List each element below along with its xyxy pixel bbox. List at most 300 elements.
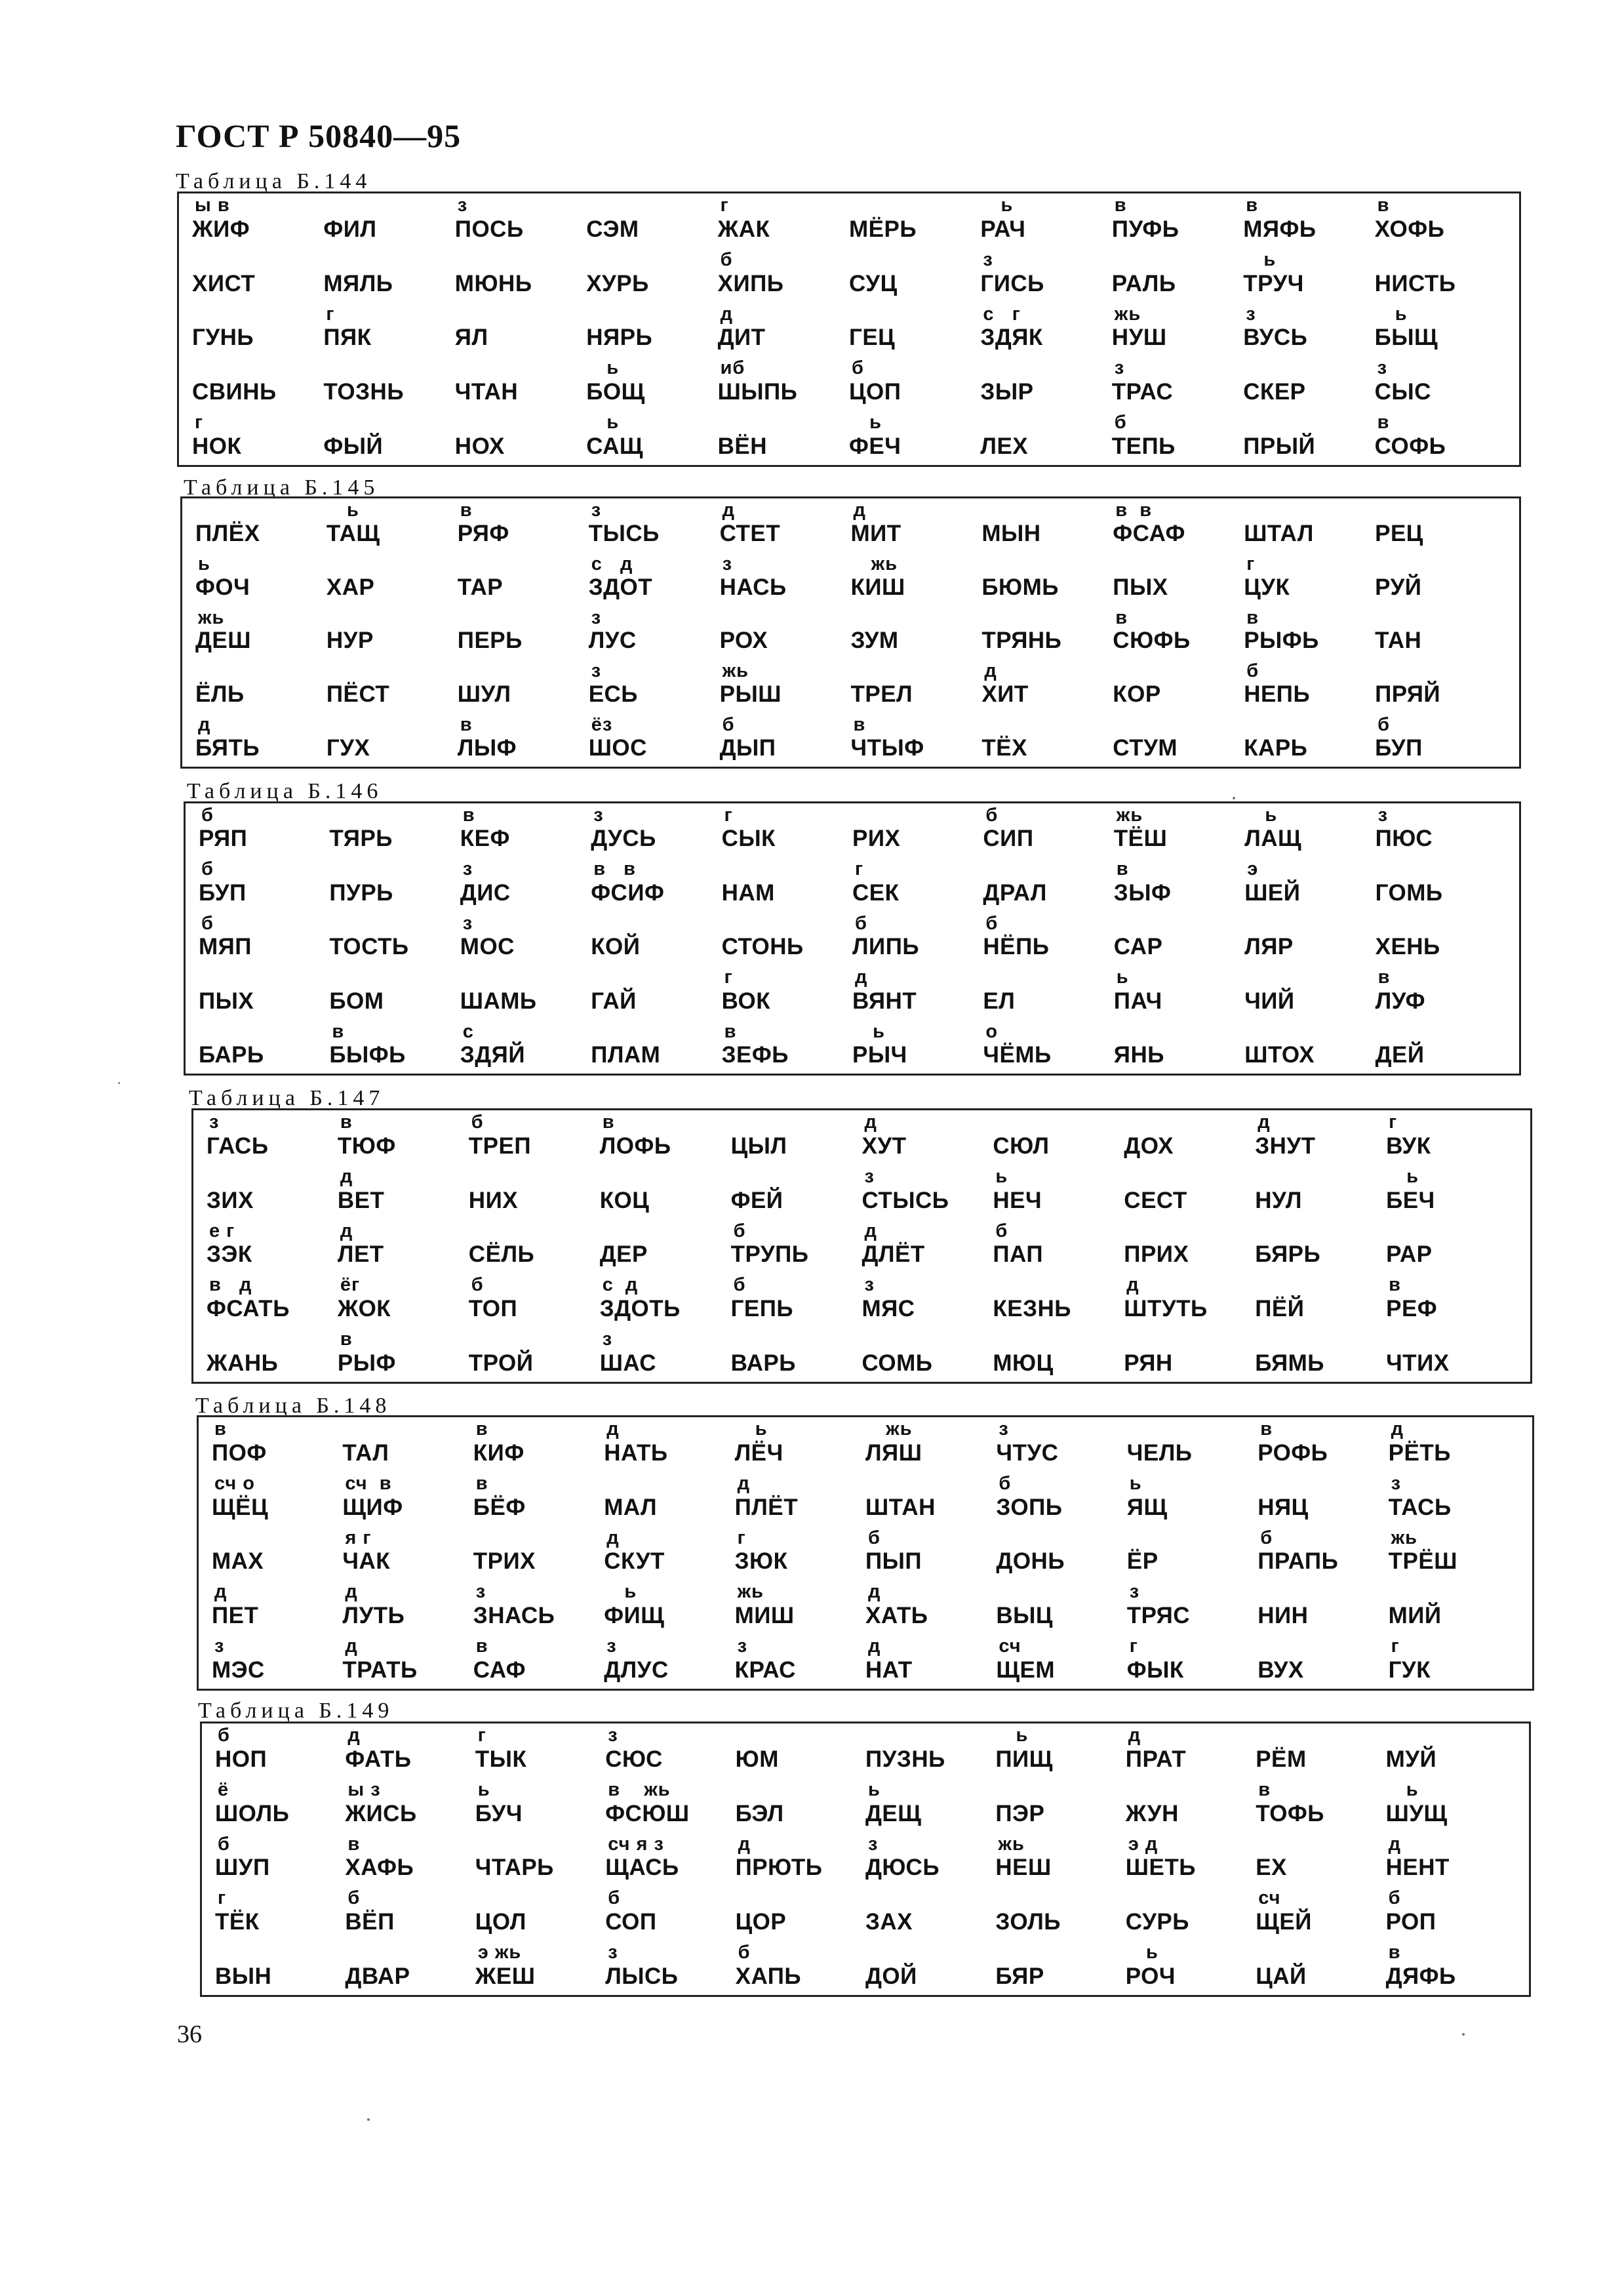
syllable-word: ФЫК: [1126, 1657, 1184, 1683]
table-caption: Таблица Б.149: [198, 1699, 394, 1723]
syllable-word: ДЕР: [599, 1241, 648, 1268]
syllable-word: ГУХ: [326, 735, 370, 761]
table-cell: [586, 193, 717, 248]
phonetic-mark: г: [195, 412, 204, 433]
phonetic-mark: сч о: [214, 1472, 255, 1494]
syllable-word: СОФЬ: [1374, 433, 1446, 459]
table-cell: [1243, 302, 1374, 357]
table-cell: [600, 1110, 731, 1165]
syllable-word: БУП: [1375, 735, 1423, 761]
phonetic-mark: в: [1377, 412, 1390, 433]
syllable-word: ПУЗНЬ: [865, 1746, 945, 1772]
table-cell: [1112, 411, 1243, 465]
table-cell: [980, 302, 1111, 357]
syllable-word: ШЕЙ: [1244, 879, 1301, 906]
syllable-word: ХЕНЬ: [1375, 934, 1440, 960]
table-cell: [993, 1110, 1124, 1165]
phonetic-mark: з: [864, 1165, 875, 1187]
phonetic-mark: в: [1389, 1274, 1401, 1296]
phonetic-mark: г: [1129, 1636, 1138, 1657]
syllable-word: СТЕТ: [719, 520, 781, 546]
syllable-word: МЯП: [199, 934, 252, 960]
table-cell: [1375, 193, 1506, 248]
syllable-word: МЯЛЬ: [323, 270, 393, 296]
phonetic-mark: с д: [602, 1274, 639, 1296]
syllable-word: ПРЫЙ: [1243, 433, 1316, 459]
table-cell: [865, 1526, 996, 1581]
syllable-word: МЯС: [862, 1296, 915, 1322]
syllable-word: ДЕШ: [195, 628, 251, 654]
syllable-word: ПАЧ: [1113, 988, 1162, 1014]
table-cell: [865, 1723, 995, 1778]
phonetic-mark: б: [201, 858, 214, 880]
phonetic-mark: ь: [1128, 1942, 1159, 1964]
table-cell: [1255, 1273, 1386, 1327]
phonetic-mark: з: [602, 1329, 613, 1350]
syllable-word: БЭЛ: [735, 1800, 784, 1826]
syllable-word: СОП: [605, 1909, 657, 1935]
syllable-word: НОХ: [454, 433, 505, 459]
phonetic-mark: з: [591, 607, 602, 628]
table-cell: [995, 1941, 1125, 1995]
table-cell: [1244, 803, 1375, 857]
table-cell: [981, 498, 1113, 552]
table-cell: [1386, 1219, 1517, 1274]
syllable-word: ШУЛ: [457, 681, 511, 708]
phonetic-mark: з: [1246, 303, 1256, 325]
table-cell: [469, 1110, 600, 1165]
syllable-word: СЮФЬ: [1113, 628, 1191, 654]
table-cell: [327, 552, 458, 606]
phonetic-mark: ё: [218, 1779, 229, 1800]
syllable-word: КРАС: [734, 1657, 796, 1683]
syllable-word: ПАП: [993, 1241, 1044, 1268]
phonetic-mark: д: [864, 1220, 877, 1241]
phonetic-mark: в: [1115, 607, 1128, 628]
phonetic-mark: жь: [722, 660, 749, 682]
phonetic-mark: ы з: [347, 1779, 381, 1800]
syllable-word: ПЛЁХ: [195, 520, 260, 546]
syllable-word: ЗНУТ: [1255, 1133, 1316, 1159]
phonetic-mark: ь: [198, 553, 210, 574]
syllable-word: ЗЕФЬ: [721, 1042, 789, 1068]
table-cell: [722, 803, 852, 857]
phonetic-mark: г: [218, 1887, 227, 1909]
syllable-word: ПЛЁТ: [734, 1494, 799, 1520]
syllable-word: КИШ: [850, 574, 905, 600]
syllable-word: СЫК: [721, 826, 776, 852]
phonetic-mark: г: [477, 1725, 486, 1746]
table-cell: [1258, 1417, 1388, 1472]
phonetic-mark: ь: [998, 1725, 1029, 1746]
syllable-word: ЧТАРЬ: [475, 1855, 554, 1881]
table-cell: [722, 857, 852, 911]
table-cell: [455, 248, 586, 302]
phonetic-mark: з: [591, 500, 602, 521]
table-cell: [850, 659, 981, 713]
syllable-word: СИП: [983, 826, 1034, 852]
syllable-word: БЫФЬ: [329, 1042, 406, 1068]
syllable-word: ХАТЬ: [865, 1603, 928, 1629]
phonetic-mark: сч: [999, 1636, 1021, 1657]
table-cell: [589, 552, 720, 606]
table-cell: [720, 498, 851, 552]
phonetic-mark: з: [999, 1419, 1009, 1440]
syllable-word: ТОЗНЬ: [323, 379, 404, 405]
table-cell: [736, 1941, 865, 1995]
table-cell: [458, 498, 589, 552]
syllable-word: ПИЩ: [995, 1746, 1053, 1772]
table-cell: [1389, 1580, 1519, 1634]
syllable-word: ЛУТЬ: [342, 1603, 405, 1629]
table-cell: [345, 1778, 475, 1832]
table-cell: [455, 411, 586, 465]
syllable-word: СЁЛЬ: [468, 1241, 535, 1268]
table-cell: [1127, 1580, 1258, 1634]
syllable-word: НЕНТ: [1385, 1855, 1450, 1881]
phonetic-mark: ь: [867, 1779, 881, 1800]
table-cell: [1243, 411, 1374, 465]
syllable-table: [177, 191, 1521, 467]
phonetic-mark: в: [1388, 1942, 1401, 1964]
table-cell: [604, 1472, 734, 1526]
table-cell: [586, 356, 717, 411]
phonetic-mark: з: [608, 1942, 618, 1964]
table-cell: [720, 713, 851, 767]
syllable-word: КОЙ: [591, 934, 641, 960]
syllable-word: ДИС: [460, 879, 511, 906]
syllable-word: БЁФ: [473, 1494, 526, 1520]
table-cell: [1243, 193, 1374, 248]
phonetic-mark: д: [854, 967, 868, 988]
table-cell: [983, 912, 1113, 965]
phonetic-mark: д: [720, 303, 734, 325]
table-cell: [720, 659, 851, 713]
table-cell: [1112, 193, 1243, 248]
table-cell: [981, 659, 1113, 713]
phonetic-mark: з: [864, 1274, 875, 1296]
phonetic-mark: ь: [854, 1020, 885, 1042]
phonetic-mark: ь: [1246, 249, 1277, 270]
syllable-word: ТОФЬ: [1256, 1800, 1324, 1826]
table-cell: [731, 1273, 862, 1327]
table-cell: [852, 803, 983, 857]
table-cell: [1389, 1472, 1519, 1526]
syllable-word: ВУК: [1386, 1133, 1431, 1159]
syllable-word: ХУРЬ: [586, 270, 649, 296]
syllable-word: КАРЬ: [1244, 735, 1308, 761]
syllable-word: ЖОК: [337, 1296, 391, 1322]
syllable-word: РЫФ: [337, 1350, 396, 1376]
table-cell: [1114, 912, 1244, 965]
phonetic-mark: в: [347, 1833, 361, 1855]
syllable-word: ТРОЙ: [468, 1350, 534, 1376]
scan-speck: [367, 2118, 370, 2121]
table-cell: [600, 1219, 731, 1274]
table-cell: [865, 1832, 995, 1887]
phonetic-mark: г: [854, 858, 864, 880]
table-cell: [1124, 1327, 1255, 1382]
syllable-word: ЦОР: [735, 1909, 787, 1935]
table-cell: [589, 498, 720, 552]
table-cell: [852, 1020, 983, 1074]
phonetic-mark: в: [853, 714, 866, 736]
table-cell: [323, 411, 454, 465]
phonetic-mark: б: [851, 357, 864, 379]
table-cell: [1127, 1526, 1258, 1581]
phonetic-mark: д: [867, 1581, 881, 1603]
phonetic-mark: жь: [867, 1419, 913, 1440]
phonetic-mark: з: [1377, 805, 1389, 826]
table-cell: [722, 965, 852, 1019]
table-cell: [342, 1580, 473, 1634]
syllable-word: ЩЕМ: [996, 1657, 1056, 1683]
phonetic-mark: ь: [589, 357, 620, 379]
syllable-word: МИЙ: [1388, 1603, 1442, 1629]
table-cell: [591, 1020, 721, 1074]
syllable-word: БЯТЬ: [195, 735, 260, 761]
table-cell: [865, 1941, 995, 1995]
syllable-word: ТЁК: [215, 1909, 260, 1935]
phonetic-mark: в: [724, 1020, 737, 1042]
table-cell: [1244, 498, 1375, 552]
phonetic-mark: э жь: [477, 1942, 522, 1964]
table-cell: [329, 803, 460, 857]
syllable-table: [200, 1722, 1531, 1997]
syllable-word: РЁТЬ: [1388, 1440, 1451, 1466]
syllable-word: ЖИСЬ: [345, 1800, 417, 1826]
syllable-word: СТЫСЬ: [862, 1187, 949, 1213]
syllable-word: ФИЩ: [604, 1603, 665, 1629]
phonetic-mark: з: [457, 195, 468, 216]
syllable-word: БОМ: [329, 988, 384, 1014]
syllable-word: ЩИФ: [342, 1494, 403, 1520]
table-cell: [850, 552, 981, 606]
syllable-word: ЖЕШ: [475, 1964, 536, 1989]
syllable-word: ЯЩ: [1126, 1494, 1168, 1520]
syllable-word: БУЧ: [475, 1800, 523, 1826]
syllable-word: ТРИХ: [473, 1548, 536, 1575]
table-cell: [1127, 1472, 1258, 1526]
table-cell: [600, 1273, 731, 1327]
phonetic-mark: б: [733, 1220, 746, 1241]
syllable-word: ХИПЬ: [717, 270, 784, 296]
syllable-word: ПРИХ: [1124, 1241, 1189, 1268]
table-cell: [1386, 1110, 1517, 1165]
syllable-word: МИТ: [850, 520, 901, 546]
syllable-word: МЮНЬ: [454, 270, 532, 296]
table-cell: [849, 248, 980, 302]
syllable-word: ПЁЙ: [1255, 1296, 1305, 1322]
table-cell: [849, 193, 980, 248]
phonetic-mark: б: [720, 249, 733, 270]
syllable-word: БУП: [199, 879, 247, 906]
syllable-word: ЧЕЛЬ: [1126, 1440, 1193, 1466]
table-cell: [458, 659, 589, 713]
syllable-word: ДИТ: [717, 325, 766, 351]
table-cell: [722, 1020, 852, 1074]
table-cell: [849, 356, 980, 411]
table-cell: [850, 713, 981, 767]
table-cell: [996, 1580, 1126, 1634]
syllable-word: РЫЧ: [852, 1042, 907, 1068]
table-cell: [345, 1886, 475, 1941]
table-cell: [215, 1723, 345, 1778]
table-cell: [212, 1417, 342, 1472]
syllable-word: СЭМ: [586, 216, 639, 242]
syllable-word: СЕСТ: [1124, 1187, 1187, 1213]
table-cell: [981, 552, 1113, 606]
phonetic-mark: ь: [1129, 1472, 1142, 1494]
table-cell: [1256, 1778, 1385, 1832]
table-cell: [1386, 1327, 1517, 1382]
scan-speck: [118, 1082, 120, 1084]
table-cell: [469, 1219, 600, 1274]
table-cell: [589, 713, 720, 767]
table-cell: [455, 356, 586, 411]
syllable-word: ТОП: [468, 1296, 518, 1322]
syllable-word: ЛЯР: [1244, 934, 1294, 960]
syllable-word: МИШ: [734, 1603, 795, 1629]
table-cell: [983, 965, 1113, 1019]
syllable-word: ШТОХ: [1244, 1042, 1315, 1068]
syllable-word: МОС: [460, 934, 515, 960]
table-cell: [1126, 1941, 1256, 1995]
syllable-word: ШТАН: [865, 1494, 936, 1520]
syllable-word: ВЁП: [345, 1909, 395, 1935]
table-cell: [195, 713, 327, 767]
syllable-word: НОК: [192, 433, 242, 459]
table-cell: [1375, 302, 1506, 357]
phonetic-mark: в: [332, 1020, 345, 1042]
table-cell: [345, 1941, 475, 1995]
syllable-word: РЯН: [1124, 1350, 1173, 1376]
table-cell: [605, 1723, 735, 1778]
table-cell: [1255, 1165, 1386, 1219]
table-cell: [192, 411, 323, 465]
phonetic-mark: ь: [995, 1165, 1008, 1187]
table-cell: [342, 1472, 473, 1526]
syllable-word: ПЛАМ: [591, 1042, 661, 1068]
syllable-word: ЖУН: [1125, 1800, 1179, 1826]
table-cell: [215, 1832, 345, 1887]
table-cell: [1258, 1580, 1388, 1634]
table-cell: [469, 1273, 600, 1327]
syllable-word: ФЫЙ: [323, 433, 384, 459]
table-cell: [460, 857, 591, 911]
phonetic-mark: б: [471, 1112, 484, 1133]
table-cell: [1386, 1941, 1516, 1995]
table-cell: [731, 1219, 862, 1274]
syllable-word: ЗУМ: [850, 628, 899, 654]
table-cell: [718, 411, 849, 465]
syllable-word: МЫН: [981, 520, 1041, 546]
table-cell: [1376, 965, 1506, 1019]
table-cell: [1126, 1778, 1256, 1832]
syllable-word: НАМ: [721, 879, 775, 906]
table-cell: [1243, 248, 1374, 302]
syllable-word: ЛЫСЬ: [605, 1964, 679, 1989]
syllable-word: ТЯРЬ: [329, 826, 393, 852]
syllable-table: [184, 801, 1521, 1076]
table-cell: [215, 1778, 345, 1832]
phonetic-mark: в д: [209, 1274, 252, 1296]
syllable-word: ЛУФ: [1375, 988, 1425, 1014]
table-cell: [862, 1327, 993, 1382]
phonetic-mark: з: [593, 805, 604, 826]
phonetic-mark: ь: [983, 195, 1014, 216]
table-cell: [865, 1417, 996, 1472]
table-cell: [473, 1417, 604, 1472]
phonetic-mark: с: [462, 1020, 474, 1042]
table-cell: [862, 1110, 993, 1165]
table-cell: [458, 606, 589, 660]
phonetic-mark: в: [214, 1419, 227, 1440]
table-cell: [1113, 659, 1244, 713]
syllable-word: ЗНАСЬ: [473, 1603, 555, 1629]
phonetic-mark: б: [347, 1887, 361, 1909]
syllable-word: ТЫСЬ: [588, 520, 660, 546]
table-caption: Таблица Б.145: [184, 475, 380, 500]
table-cell: [849, 302, 980, 357]
syllable-word: ПЁСТ: [326, 681, 390, 708]
table-cell: [736, 1886, 865, 1941]
table-cell: [338, 1165, 469, 1219]
syllable-word: РЁМ: [1256, 1746, 1307, 1772]
syllable-word: ТОСТЬ: [329, 934, 409, 960]
table-caption: Таблица Б.144: [176, 169, 372, 193]
syllable-word: ДОЙ: [865, 1964, 917, 1989]
table-cell: [995, 1723, 1125, 1778]
syllable-word: НУШ: [1111, 325, 1167, 351]
phonetic-mark: ёг: [340, 1274, 361, 1296]
syllable-word: РЕЦ: [1375, 520, 1423, 546]
phonetic-mark: з: [214, 1636, 225, 1657]
syllable-word: ТАСЬ: [1388, 1494, 1452, 1520]
syllable-word: ТРЁШ: [1388, 1548, 1457, 1575]
phonetic-mark: б: [867, 1527, 881, 1548]
phonetic-mark: ь: [737, 1419, 768, 1440]
syllable-word: ШАС: [599, 1350, 657, 1376]
phonetic-mark: в: [340, 1112, 353, 1133]
syllable-word: СЕК: [852, 879, 900, 906]
table-cell: [1256, 1723, 1385, 1778]
phonetic-mark: д: [214, 1581, 228, 1603]
syllable-word: НИХ: [468, 1187, 519, 1213]
syllable-word: ВЫЦ: [996, 1603, 1053, 1629]
syllable-word: РЯП: [199, 826, 248, 852]
syllable-word: ДВАР: [345, 1964, 410, 1989]
phonetic-mark: ь: [589, 412, 620, 433]
table-cell: [1375, 248, 1506, 302]
syllable-word: ХАР: [326, 574, 375, 600]
table-cell: [591, 857, 721, 911]
table-cell: [604, 1634, 734, 1689]
table-cell: [605, 1941, 735, 1995]
syllable-word: ТЕПЬ: [1111, 433, 1176, 459]
table-cell: [1244, 965, 1375, 1019]
syllable-word: ЧТИХ: [1386, 1350, 1450, 1376]
syllable-word: ПЫХ: [1113, 574, 1168, 600]
syllable-word: ГУНЬ: [192, 325, 254, 351]
syllable-word: ТРУПЬ: [730, 1241, 809, 1268]
syllable-word: БЮМЬ: [981, 574, 1059, 600]
table-cell: [323, 248, 454, 302]
table-cell: [1124, 1219, 1255, 1274]
table-cell: [460, 1020, 591, 1074]
syllable-word: ФАТЬ: [345, 1746, 412, 1772]
table-cell: [1255, 1219, 1386, 1274]
